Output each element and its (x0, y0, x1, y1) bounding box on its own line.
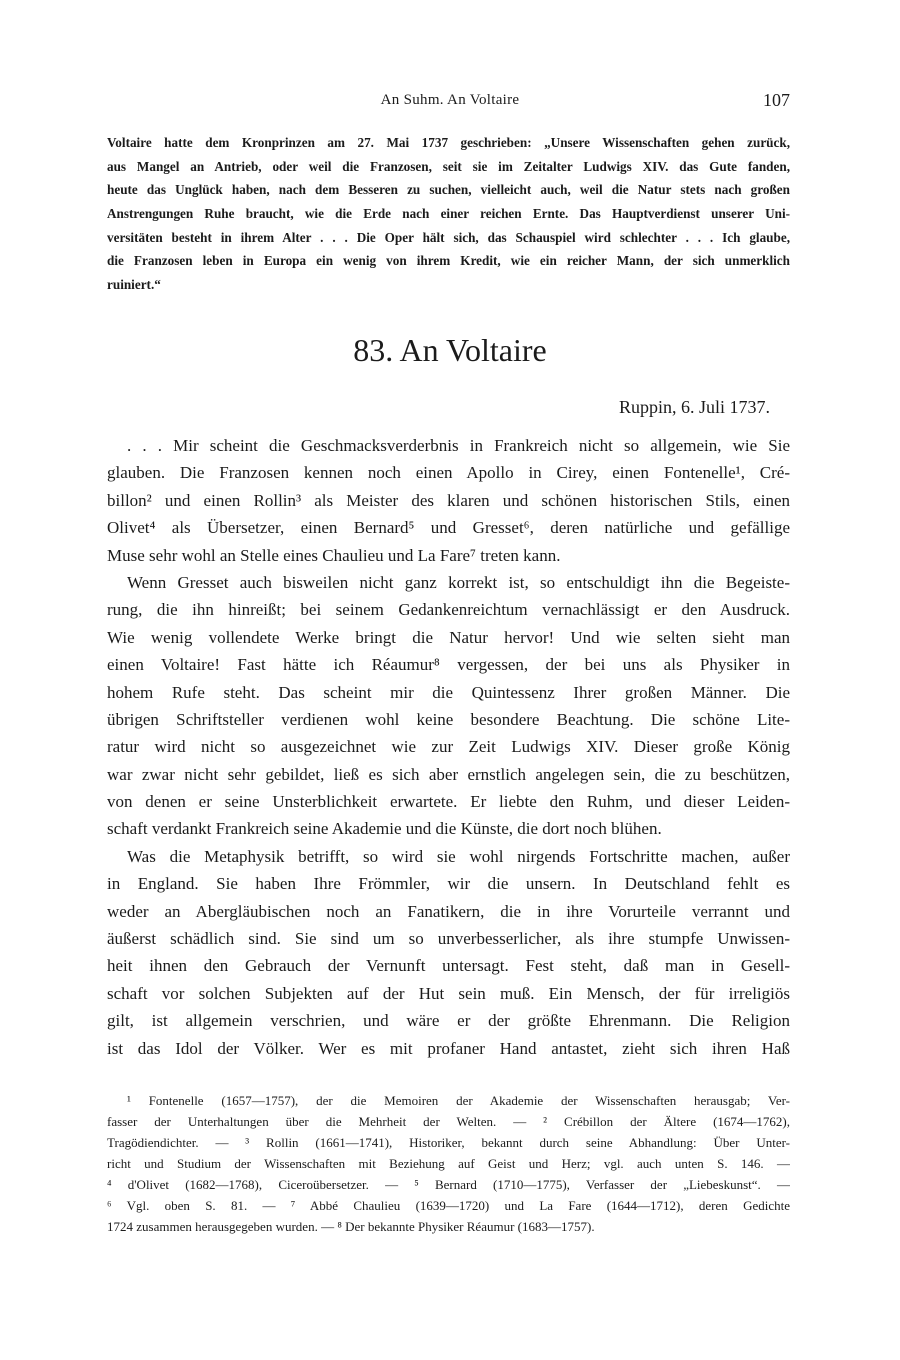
footnote-line: fasser der Unterhaltungen über die Mehrheit der Welten. — ² Crébillon der Ältere (1674—1762), (107, 1114, 790, 1129)
body-line: rung, die ihn hinreißt; bei seinem Gedankenreichtum vernachlässigt er den Ausdruck. (107, 600, 790, 620)
body-line: Wie wenig vollendete Werke bringt die Natur hervor! Und wie selten sieht man (107, 627, 790, 647)
intro-line: heute das Unglück haben, nach dem Besseren zu suchen, vielleicht auch, weil die Natur stets nach großen (107, 182, 790, 198)
body-line: ratur wird nicht so ausgezeichnet wie zur Zeit Ludwigs XIV. Dieser große König (107, 737, 790, 757)
intro-line: ruiniert.“ (107, 277, 161, 293)
page-number: 107 (763, 90, 790, 110)
body-line: ist das Idol der Völker. Wer es mit profaner Hand antastet, zieht sich ihren Haß (107, 1038, 790, 1058)
footnote-line: 1724 zusammen herausgegeben wurden. — ⁸ Der bekannte Physiker Réaumur (1683—1757). (107, 1219, 595, 1234)
intro-line: Voltaire hatte dem Kronprinzen am 27. Mai 1737 geschrieben: „Unsere Wissenschaften gehen zurück, (107, 135, 790, 150)
body-line: weder an Abergläubischen noch an Fanatikern, die in ihre Vorurteile verrannt und (107, 901, 790, 921)
body-line: . . . Mir scheint die Geschmacksverderbnis in Frankreich nicht so allgemein, wie Sie (127, 436, 790, 455)
intro-note (107, 131, 790, 297)
footnote-line: richt und Studium der Wissenschaften mit Beziehung auf Geist und Herz; vgl. auch unten S. 146. — (107, 1156, 790, 1171)
body-line: in England. Sie haben Ihre Frömmler, wir die unsern. In Deutschland fehlt es (107, 874, 790, 894)
body-line: Olivet⁴ als Übersetzer, einen Bernard⁵ und Gresset⁶, deren natürliche und gefällige (107, 518, 790, 538)
body-line: äußerst schädlich sind. Sie sind um so unverbesserlicher, als ihre stumpfe Unwissen- (107, 929, 790, 949)
body-line: schaft vor solchen Subjekten auf der Hut sein muß. Ein Mensch, der für irreligiös (107, 983, 790, 1003)
body-line: billon² und einen Rollin³ als Meister des klaren und schönen historischen Stils, einen (107, 490, 790, 510)
intro-line: die Franzosen leben in Europa ein wenig von ihrem Kredit, wie ein reicher Mann, der sich unmerklich (107, 253, 790, 269)
body-line: schaft verdankt Frankreich seine Akademie und die Künste, die dort noch blühen. (107, 819, 662, 839)
body-line: hohem Rufe steht. Das scheint mir die Quintessenz Ihrer großen Männer. Die (107, 682, 790, 702)
body-line: Muse sehr wohl an Stelle eines Chaulieu und La Fare⁷ treten kann. (107, 545, 561, 565)
letter-body (107, 432, 790, 1062)
intro-line: aus Mangel an Antrieb, oder weil die Franzosen, seit sie im Zeitalter Ludwigs XIV. das Gute fanden, (107, 158, 790, 174)
intro-line: Anstrengungen Ruhe braucht, wie die Erde nach einer reichen Ernte. Das Hauptverdienst unserer Uni- (107, 206, 790, 222)
footnote-line: ¹ Fontenelle (1657—1757), der die Memoiren der Akademie der Wissenschaften herausgab; Ver- (127, 1093, 790, 1108)
body-line: Was die Metaphysik betrifft, so wird sie wohl nirgends Fortschritte machen, außer (127, 846, 790, 866)
body-line: von denen er seine Unsterblichkeit erwartete. Er liebte den Ruhm, und dieser Leiden- (107, 792, 790, 812)
letter-title: 83. An Voltaire (353, 332, 547, 368)
body-line: glauben. Die Franzosen kennen noch einen Apollo in Cirey, einen Fontenelle¹, Cré- (107, 463, 790, 483)
body-line: war zwar nicht sehr gebildet, ließ es sich aber ernstlich angelegen sein, die zu beschützen, (107, 764, 790, 784)
footnotes (107, 1090, 790, 1237)
running-head: An Suhm. An Voltaire (380, 92, 520, 108)
body-line: gilt, ist allgemein verschrien, und wäre er der größte Ehrenmann. Die Religion (107, 1011, 790, 1031)
place-date: Ruppin, 6. Juli 1737. (618, 397, 770, 417)
body-line: Wenn Gresset auch bisweilen nicht ganz korrekt ist, so entschuldigt ihn die Begeiste- (127, 572, 790, 592)
body-line: heit ihnen den Gebrauch der Vernunft untersagt. Fest steht, daß man in Gesell- (107, 956, 790, 976)
footnote-line: Tragödiendichter. — ³ Rollin (1661—1741), Historiker, bekannt durch seine Abhandlung: Über Unter- (107, 1135, 790, 1150)
body-line: übrigen Schriftsteller verdienen wohl keine besondere Beachtung. Die schöne Lite- (107, 709, 790, 729)
body-line: einen Voltaire! Fast hätte ich Réaumur⁸ vergessen, der bei uns als Physiker in (107, 655, 790, 675)
footnote-line: ⁴ d'Olivet (1682—1768), Ciceroübersetzer. — ⁵ Bernard (1710—1775), Verfasser der „Liebeskunst“. — (107, 1177, 790, 1192)
footnote-line: ⁶ Vgl. oben S. 81. — ⁷ Abbé Chaulieu (1639—1720) und La Fare (1644—1712), deren Gedichte (107, 1198, 790, 1213)
intro-line: versitäten besteht in ihrem Alter . . . Die Oper hält sich, das Schauspiel wird schlechter . . . Ich glaube, (107, 229, 790, 245)
